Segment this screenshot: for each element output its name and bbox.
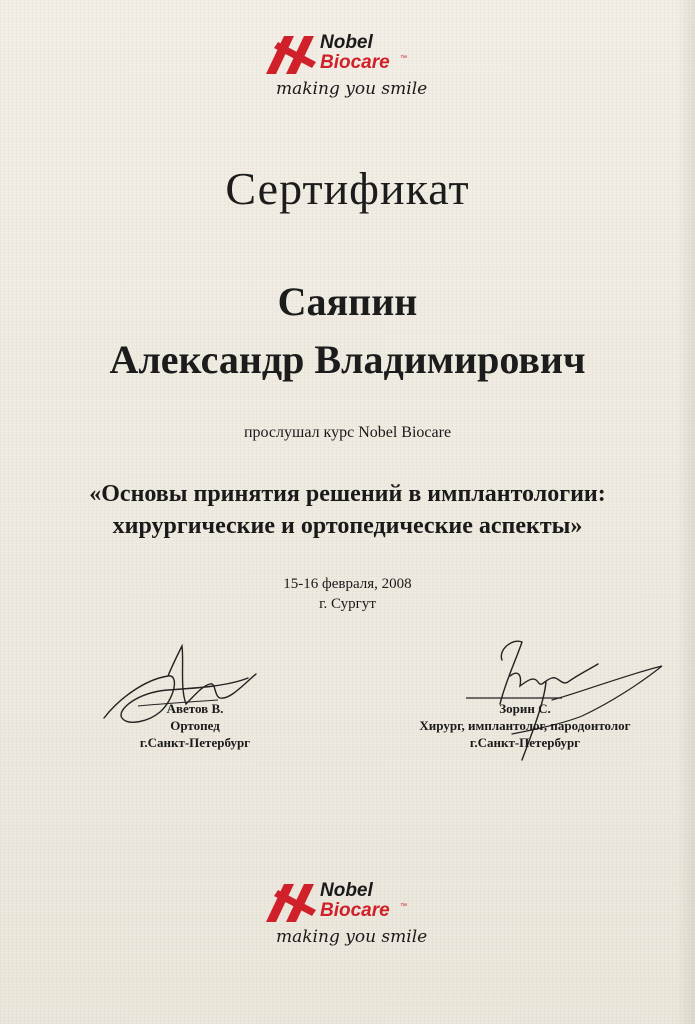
course-date: 15-16 февраля, 2008 (283, 576, 412, 592)
logo-brand-line1: Nobel (319, 32, 373, 53)
course-title-line2: хирургические и ортопедические аспекты» (112, 513, 583, 539)
nobel-biocare-logo-top (258, 22, 438, 102)
logo-n-emblem-icon (266, 36, 316, 74)
logo-brand-line1: Nobel (319, 880, 373, 901)
logo-tagline: making you smile (275, 79, 427, 99)
nobel-biocare-logo-mark (258, 870, 438, 950)
signatory-left (100, 700, 290, 751)
logo-trademark: ™ (399, 903, 407, 910)
signatory-left-role: Ортопед (170, 718, 220, 733)
signatory-left-name: Аветов В. (166, 701, 224, 716)
nobel-biocare-logo-bottom (258, 870, 438, 950)
nobel-biocare-logo-mark (258, 22, 438, 102)
course-title (0, 478, 695, 542)
certificate-title: Сертификат (225, 163, 470, 214)
logo-tagline: making you smile (275, 927, 427, 947)
signatory-right-city: г.Санкт-Петербург (469, 735, 581, 750)
logo-brand-line2: Biocare (319, 52, 390, 73)
signatory-left-city: г.Санкт-Петербург (139, 735, 251, 750)
course-intro: прослушал курс Nobel Biocare (243, 424, 452, 441)
logo-brand-line2: Biocare (319, 900, 390, 921)
course-title-line1: «Основы принятия решений в имплантологии: (89, 481, 606, 507)
signatory-right (380, 700, 670, 751)
recipient-surname: Саяпин (277, 279, 418, 324)
signatory-right-role: Хирург, имплантолог, пародонтолог (419, 718, 631, 733)
course-city: г. Сургут (319, 596, 376, 612)
logo-n-emblem-icon (266, 884, 316, 922)
recipient-given-names: Александр Владимирович (109, 337, 586, 382)
logo-trademark: ™ (399, 55, 407, 62)
signatory-right-name: Зорин С. (499, 701, 551, 716)
